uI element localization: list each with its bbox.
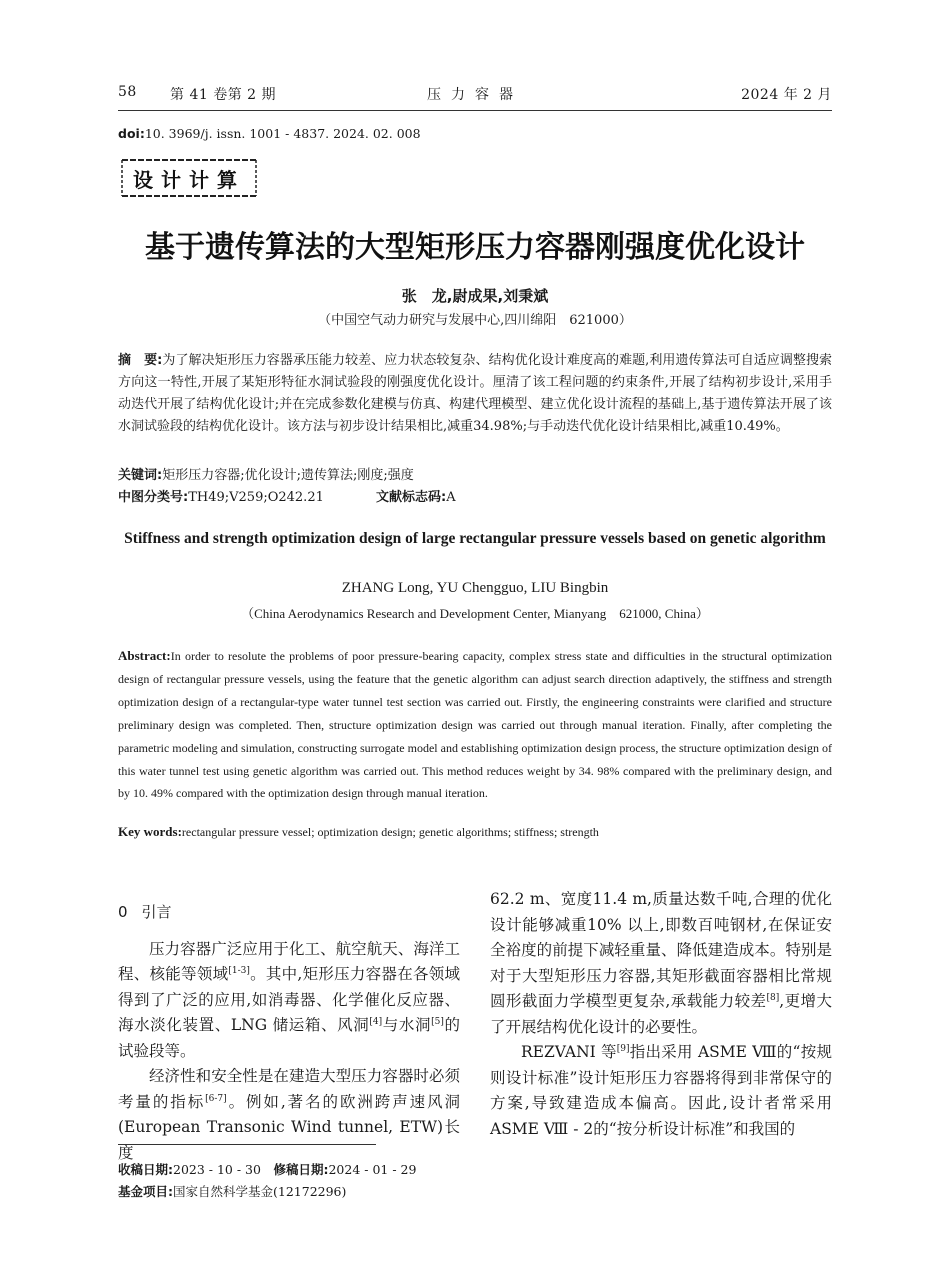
section-tag-label: 设计计算 bbox=[133, 168, 245, 192]
doi-value[interactable]: 10. 3969/j. issn. 1001 - 4837. 2024. 02. 008 bbox=[144, 126, 421, 141]
revised-date: 2024 - 01 - 29 bbox=[328, 1162, 417, 1177]
paper-title-cn: 基于遗传算法的大型矩形压力容器刚强度优化设计 bbox=[145, 230, 805, 265]
fund-text: 国家自然科学基金(12172296) bbox=[173, 1184, 347, 1199]
volume-issue: 第 41 卷第 2 期 bbox=[170, 87, 277, 103]
fund-label: 基金项目: bbox=[118, 1184, 173, 1199]
citation[interactable]: [1-3] bbox=[228, 966, 250, 976]
paragraph-1 bbox=[118, 937, 460, 1065]
paragraph-text: ,更增大了开展结构优化设计的必要性。 bbox=[490, 992, 832, 1036]
received-date: 2023 - 10 - 30 bbox=[173, 1162, 261, 1177]
journal-name: 压力容器 bbox=[427, 87, 523, 103]
classification-label: 中图分类号: bbox=[118, 490, 189, 505]
paragraph-text: 的试验段等。 bbox=[118, 1016, 460, 1060]
abstract-cn-label: 摘 要: bbox=[118, 353, 163, 368]
paragraph-2 bbox=[118, 1064, 460, 1166]
section-title: 引言 bbox=[141, 903, 172, 921]
paragraph-text: 与水洞 bbox=[382, 1016, 432, 1034]
page-number: 58 bbox=[118, 84, 137, 100]
classification-text: TH49;V259;O242.21 bbox=[188, 490, 324, 505]
section-number: 0 bbox=[118, 903, 128, 921]
footnote-fund bbox=[118, 1182, 346, 1200]
citation[interactable]: [8] bbox=[766, 993, 780, 1003]
section-heading bbox=[118, 900, 460, 926]
body-column-right bbox=[490, 887, 832, 1142]
paragraph-2-cont bbox=[490, 887, 832, 1040]
citation[interactable]: [6-7] bbox=[205, 1093, 227, 1104]
paragraph-text: 压力容器广泛应用于化工、航空航天、海洋工程、核能等领域 bbox=[118, 939, 460, 983]
body-column-left bbox=[118, 900, 460, 1166]
revised-label: 修稿日期: bbox=[273, 1162, 329, 1177]
paper-title-en: Stiffness and strength optimization design of large rectangular pressure vessels based on genetic algorithm bbox=[124, 530, 826, 547]
paragraph-text: 。例如,著名的欧洲跨声速风洞(European Transonic Wind tunnel, ETW)长度 bbox=[118, 1092, 460, 1162]
keywords-cn bbox=[118, 464, 832, 483]
paragraph-text: 指出采用 ASME Ⅷ的“按规则设计标准”设计矩形压力容器将得到非常保守的方案,导致建造成本偏高。因此,设计者常采用 ASME Ⅷ - 2的“按分析设计标准”和我国的 bbox=[490, 1043, 832, 1138]
affiliation-cn: （中国空气动力研究与发展中心,四川绵阳 621000） bbox=[318, 313, 632, 328]
keywords-en-label: Key words: bbox=[118, 824, 182, 839]
paragraph-3 bbox=[490, 1040, 832, 1142]
abstract-en-text: In order to resolute the problems of poor pressure-bearing capacity, complex stress state and difficulties in the structural optimization design of rectangular pressure vessels, using the feature that the genetic algorithm can adjust search direction adaptively, the stiffness and strength optimization design of a rectangular-type water tunnel test section was carried out. Firstly, the engineering constraints were clarified and structure preliminary design was completed. Then, structure optimization design was carried out through manual iteration. Finally, after completing the parametric modeling and simulation, constructing surrogate model and establishing optimization design process, the structure optimization design of this water tunnel test using genetic algorithm was carried out. This method reduces weight by 34. 98% compared with the preliminary design, and by 10. 49% compared with the optimization design through manual iteration. bbox=[118, 649, 832, 801]
doc-code-value: A bbox=[446, 490, 456, 505]
abstract-cn bbox=[118, 350, 832, 438]
section-tag bbox=[118, 156, 260, 200]
keywords-en bbox=[118, 824, 832, 840]
paragraph-text: REZVANI 等 bbox=[521, 1043, 617, 1061]
received-label: 收稿日期: bbox=[118, 1162, 173, 1177]
keywords-cn-label: 关键词: bbox=[118, 468, 163, 483]
doi-line bbox=[118, 126, 421, 141]
classification-line bbox=[118, 486, 832, 505]
paragraph-text: 62.2 m、宽度11.4 m,质量达数千吨,合理的优化设计能够减重10% 以上,即数百吨钢材,在保证安全裕度的前提下减轻重量、降低建造成本。特别是对于大型矩形压力容器,其矩形截面容器相比常规圆形截面力学模型更复杂,承载能力较差 bbox=[490, 890, 832, 1010]
citation[interactable]: [4] bbox=[369, 1017, 383, 1027]
doc-code-label: 文献标志码: bbox=[376, 490, 447, 505]
authors-cn: 张 龙,尉成果,刘秉斌 bbox=[401, 287, 549, 305]
header-rule bbox=[118, 110, 832, 111]
keywords-cn-text: 矩形压力容器;优化设计;遗传算法;刚度;强度 bbox=[162, 468, 414, 483]
issue-date: 2024 年 2 月 bbox=[741, 87, 832, 103]
abstract-cn-text: 为了解决矩形压力容器承压能力较差、应力状态较复杂、结构优化设计难度高的难题,利用遗传算法可自适应调整搜索方向这一特性,开展了某矩形特征水洞试验段的刚强度优化设计。厘清了该工程问题的约束条件,开展了结构初步设计,采用手动迭代开展了结构优化设计;并在完成参数化建模与仿真、构建代理模型、建立优化设计流程的基础上,基于遗传算法开展了该水洞试验段的结构优化设计。该方法与初步设计结果相比,减重34.98%;与手动迭代优化设计结果相比,减重10.49%。 bbox=[118, 353, 832, 434]
paragraph-text: 。其中,矩形压力容器在各领域得到了广泛的应用,如消毒器、化学催化反应器、海水淡化装置、LNG 储运箱、风洞 bbox=[118, 965, 460, 1034]
citation[interactable]: [9] bbox=[616, 1044, 630, 1054]
citation[interactable]: [5] bbox=[431, 1017, 444, 1027]
authors-en: ZHANG Long, YU Chengguo, LIU Bingbin bbox=[341, 580, 609, 596]
footnote-dates bbox=[118, 1160, 416, 1178]
abstract-en-label: Abstract: bbox=[118, 648, 171, 663]
doi-label: doi: bbox=[118, 126, 145, 141]
footnote-rule bbox=[118, 1144, 376, 1145]
paragraph-text: 经济性和安全性是在建造大型压力容器时必须考量的指标 bbox=[118, 1067, 460, 1111]
doc-code bbox=[376, 486, 456, 505]
keywords-en-text: rectangular pressure vessel; optimization design; genetic algorithms; stiffness; strength bbox=[181, 825, 599, 839]
abstract-en bbox=[118, 645, 832, 805]
affiliation-en: （China Aerodynamics Research and Development Center, Mianyang 621000, China） bbox=[241, 606, 709, 621]
